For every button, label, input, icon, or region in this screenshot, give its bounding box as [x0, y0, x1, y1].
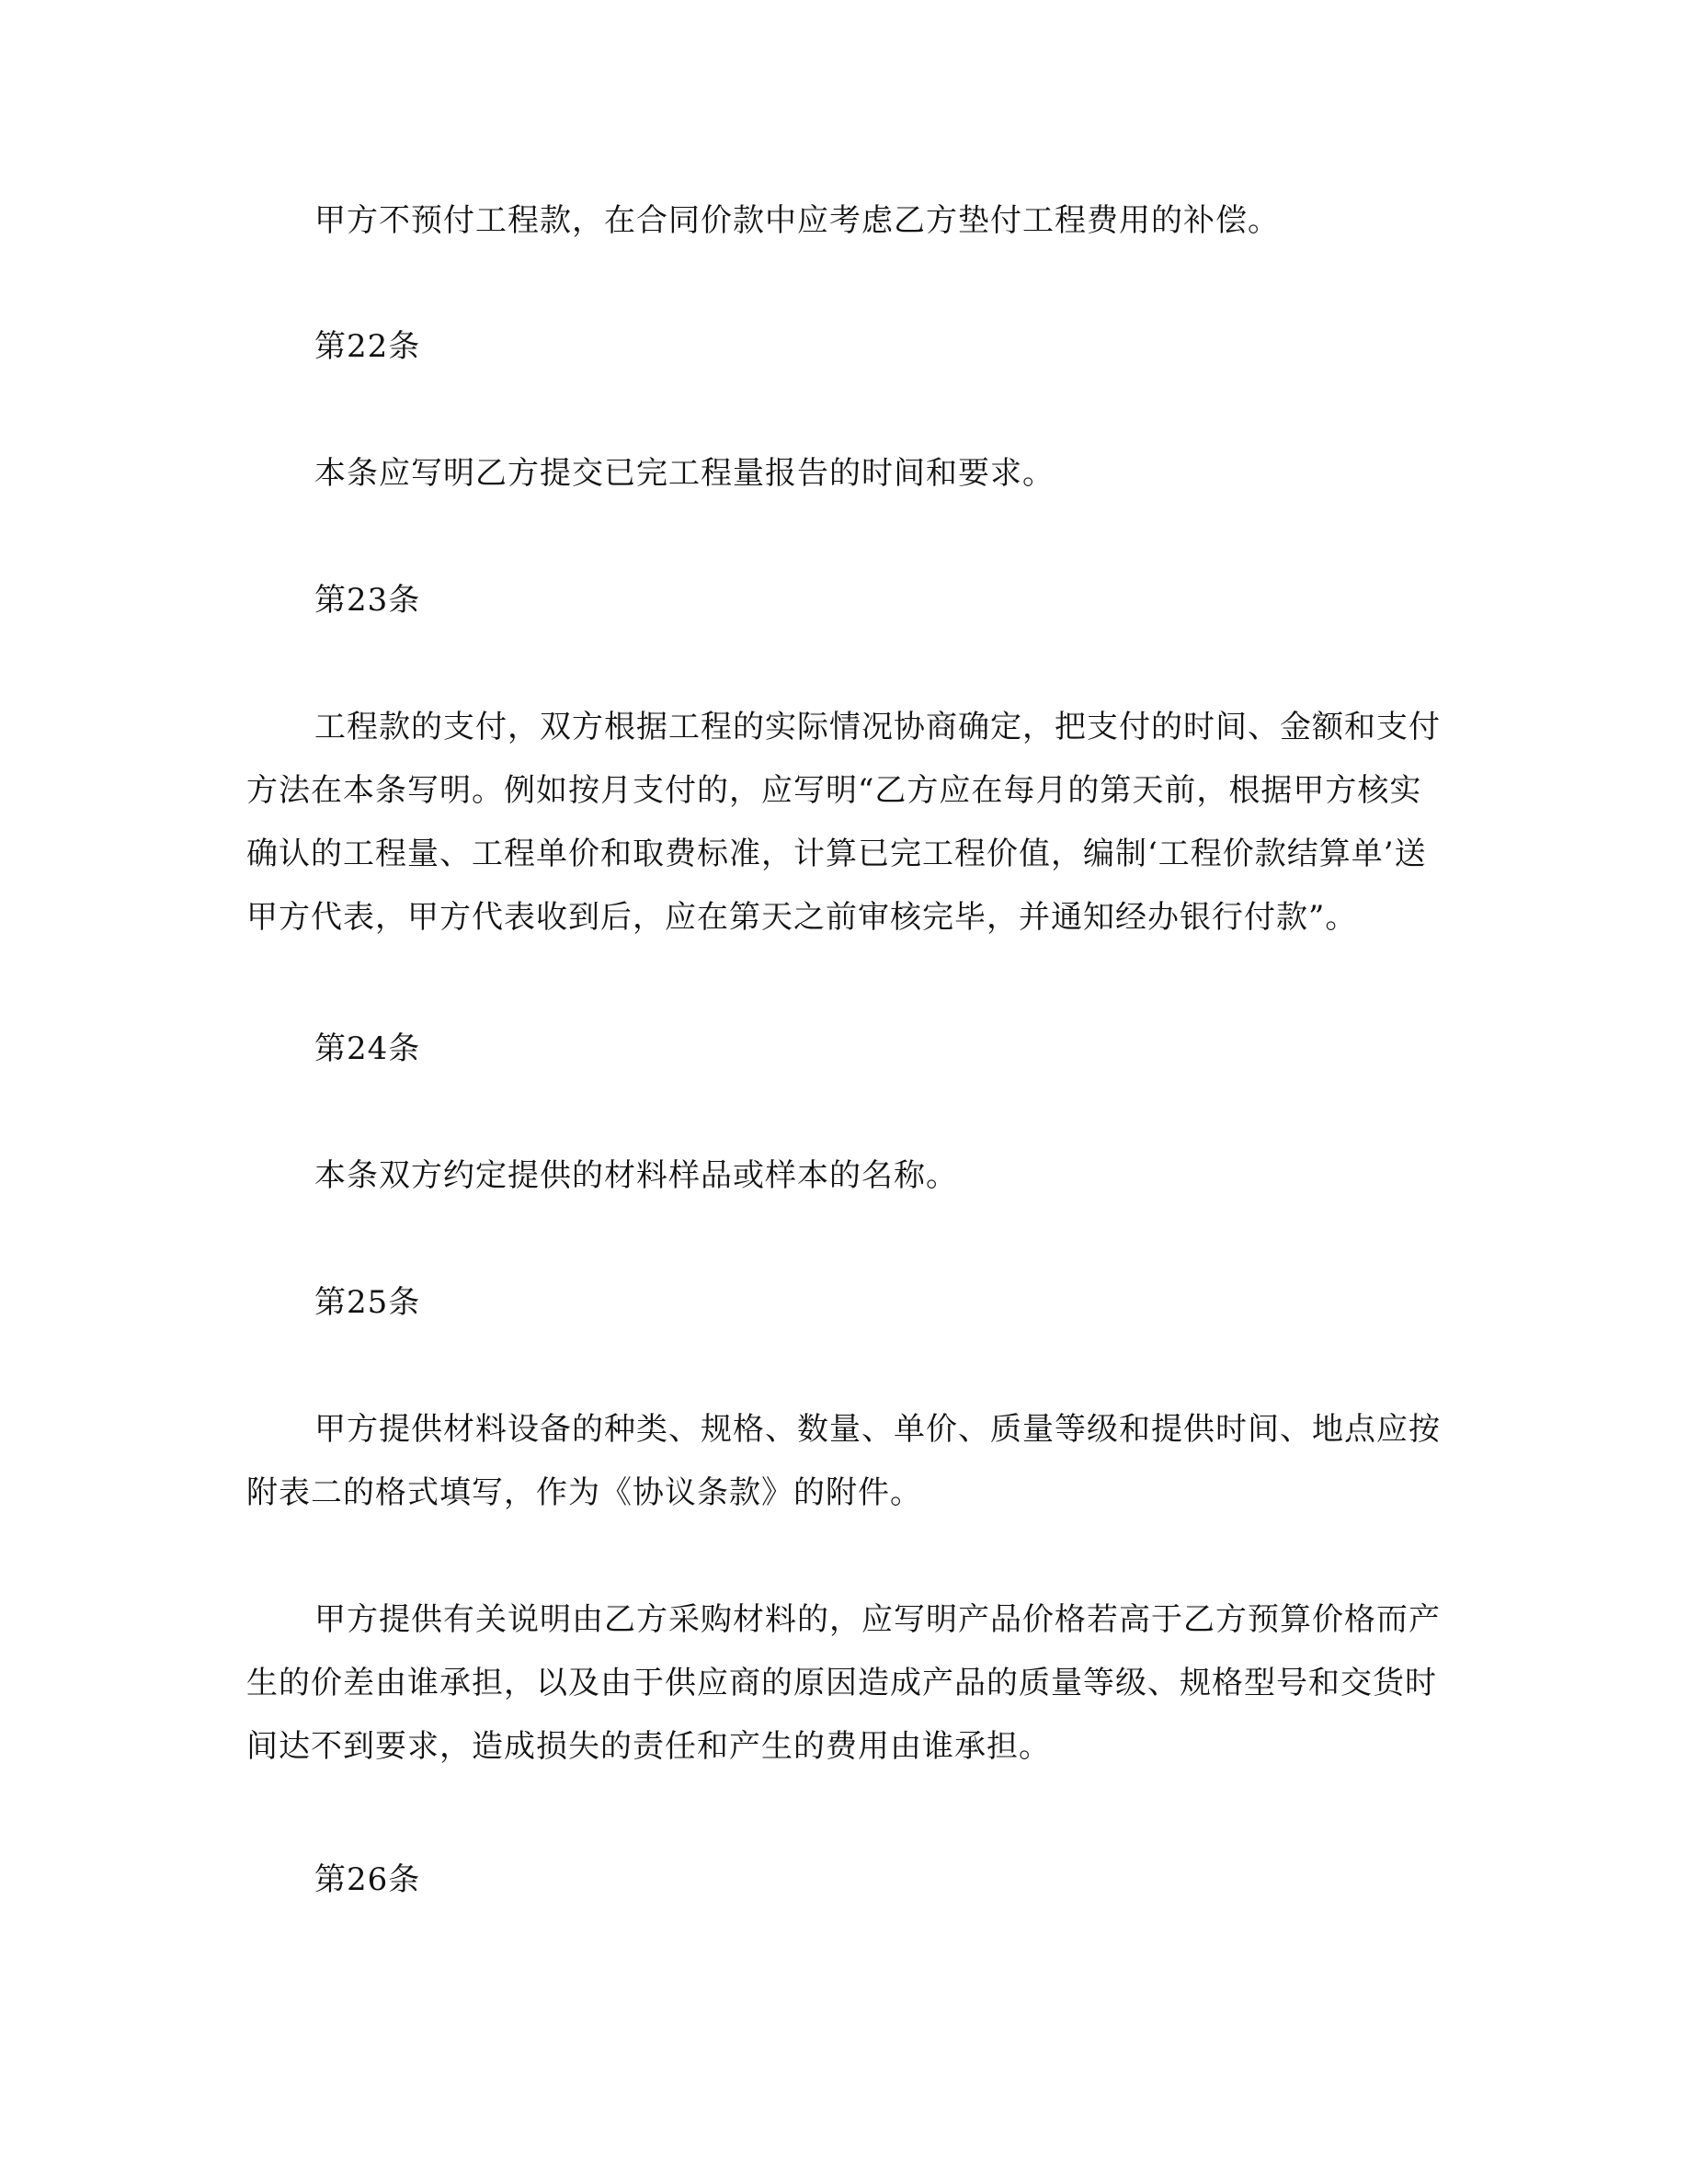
article-heading-26: 第26条 — [314, 1861, 421, 1898]
paragraph-material-supply: 甲方提供材料设备的种类、规格、数量、单价、质量等级和提供时间、地点应按附表二的格式填写，作为《协议条款》的附件。 — [246, 1411, 1441, 1511]
paragraph-advance-payment: 甲方不预付工程款，在合同价款中应考虑乙方垫付工程费用的补偿。 — [314, 202, 1280, 239]
paragraph-procurement-liability: 甲方提供有关说明由乙方采购材料的，应写明产品价格若高于乙方预算价格而产生的价差由谁承担，以及由于供应商的原因造成产品的质量等级、规格型号和交货时间达不到要求，造成损失的责任和产生的费用由谁承担。 — [246, 1601, 1441, 1765]
article-heading-22: 第22条 — [314, 328, 421, 365]
article-heading-25: 第25条 — [314, 1284, 421, 1321]
paragraph-material-samples: 本条双方约定提供的材料样品或样本的名称。 — [314, 1157, 958, 1194]
paragraph-completed-work-report: 本条应写明乙方提交已完工程量报告的时间和要求。 — [314, 455, 1055, 492]
article-heading-24: 第24条 — [314, 1030, 421, 1067]
paragraph-payment-terms: 工程款的支付，双方根据工程的实际情况协商确定，把支付的时间、金额和支付方法在本条写明。例如按月支付的，应写明“乙方应在每月的第天前，根据甲方核实确认的工程量、工程单价和取费标准，计算已完工程价值，编制‘工程价款结算单’送甲方代表，甲方代表收到后，应在第天之前审核完毕，并通知经办银行付款”。 — [246, 709, 1441, 936]
article-heading-23: 第23条 — [314, 582, 421, 619]
